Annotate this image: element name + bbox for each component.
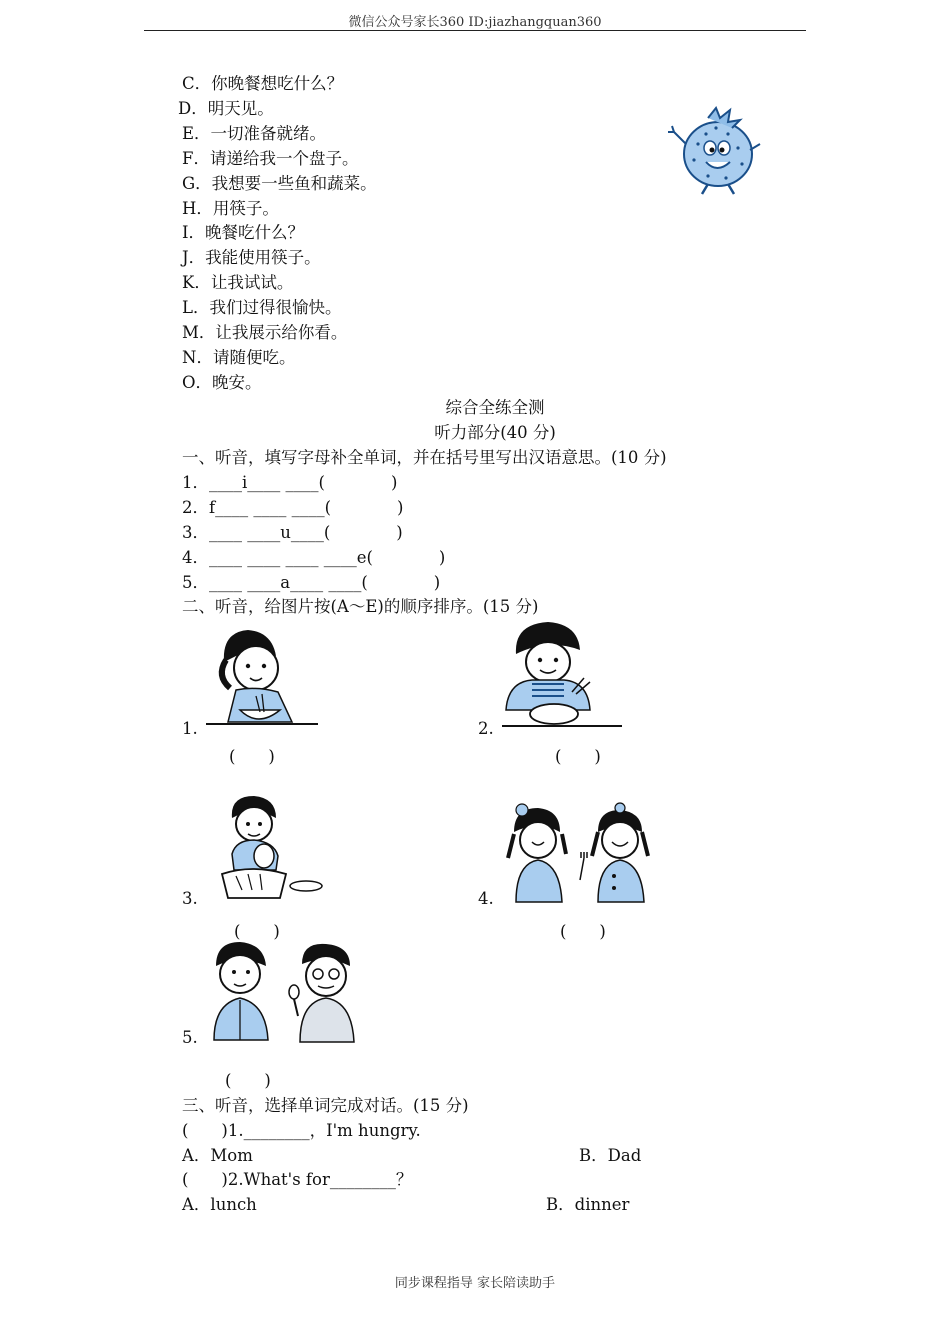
option-d: D．明天见。: [178, 99, 274, 118]
option-c: C．你晚餐想吃什么？: [182, 74, 344, 93]
option-h: H．用筷子。: [182, 199, 279, 218]
option-g: G．我想要一些鱼和蔬菜。: [182, 174, 377, 193]
answer-box-5[interactable]: ( ): [225, 1071, 271, 1090]
section1-item-4: 4．____ ____ ____ ____e( ): [182, 548, 446, 567]
option-o: O．晚安。: [182, 373, 262, 392]
section3-question-2: ( )2.What's for________？: [182, 1170, 413, 1189]
option-l: L．我们过得很愉快。: [182, 298, 342, 317]
option-n: N．请随便吃。: [182, 348, 296, 367]
test-title: 综合全练全测: [445, 398, 545, 417]
option-e: E．一切准备就绪。: [182, 124, 327, 143]
section1-item-2: 2．f____ ____ ____( ): [182, 498, 404, 517]
section3-q1-option-b[interactable]: B．Dad: [579, 1146, 642, 1165]
listening-title: 听力部分(40 分): [434, 423, 556, 442]
picture-number-1: 1.: [182, 719, 198, 738]
picture-boy-and-grandpa-with-spoon: [210, 940, 366, 1046]
answer-box-1[interactable]: ( ): [229, 747, 275, 766]
option-i: I．晚餐吃什么？: [182, 223, 305, 242]
picture-girl-eating-noodles: [206, 626, 320, 736]
picture-two-girls-with-fork: [502, 802, 662, 906]
picture-boy-washing-dishes: [206, 794, 324, 904]
picture-number-4: 4.: [478, 889, 494, 908]
section1-item-3: 3．____ ____u____( ): [182, 523, 403, 542]
section1-item-1: 1．____i____ ____( ): [182, 473, 398, 492]
header-rule: [144, 30, 806, 31]
answer-box-3[interactable]: ( ): [234, 922, 280, 941]
section3-q1-option-a[interactable]: A．Mom: [182, 1146, 253, 1165]
picture-number-2: 2.: [478, 719, 494, 738]
page-footer: 同步课程指导 家长陪读助手: [394, 1276, 556, 1291]
section3-title: 三、听音，选择单词完成对话。(15 分): [182, 1096, 469, 1115]
section3-q2-option-a[interactable]: A．lunch: [182, 1195, 257, 1214]
answer-box-2[interactable]: ( ): [555, 747, 601, 766]
section1-title: 一、听音，填写字母补全单词，并在括号里写出汉语意思。(10 分): [182, 448, 667, 467]
section1-item-5: 5．____ ____a____ ____( ): [182, 573, 441, 592]
option-m: M．让我展示给你看。: [182, 323, 348, 342]
section3-question-1: ( )1.________，I'm hungry.: [182, 1121, 421, 1140]
section3-q2-option-b[interactable]: B．dinner: [546, 1195, 630, 1214]
picture-number-3: 3.: [182, 889, 198, 908]
option-k: K．让我试试。: [182, 273, 294, 292]
option-f: F．请递给我一个盘子。: [182, 149, 359, 168]
picture-boy-with-chopsticks: [502, 620, 624, 736]
strawberry-mascot-illustration: [668, 104, 764, 198]
picture-number-5: 5.: [182, 1028, 198, 1047]
section2-title: 二、听音，给图片按(A～E)的顺序排序。(15 分): [182, 597, 539, 616]
page-header: 微信公众号家长360 ID:jiazhangquan360: [348, 15, 602, 30]
answer-box-4[interactable]: ( ): [560, 922, 606, 941]
option-j: J．我能使用筷子。: [182, 248, 321, 267]
